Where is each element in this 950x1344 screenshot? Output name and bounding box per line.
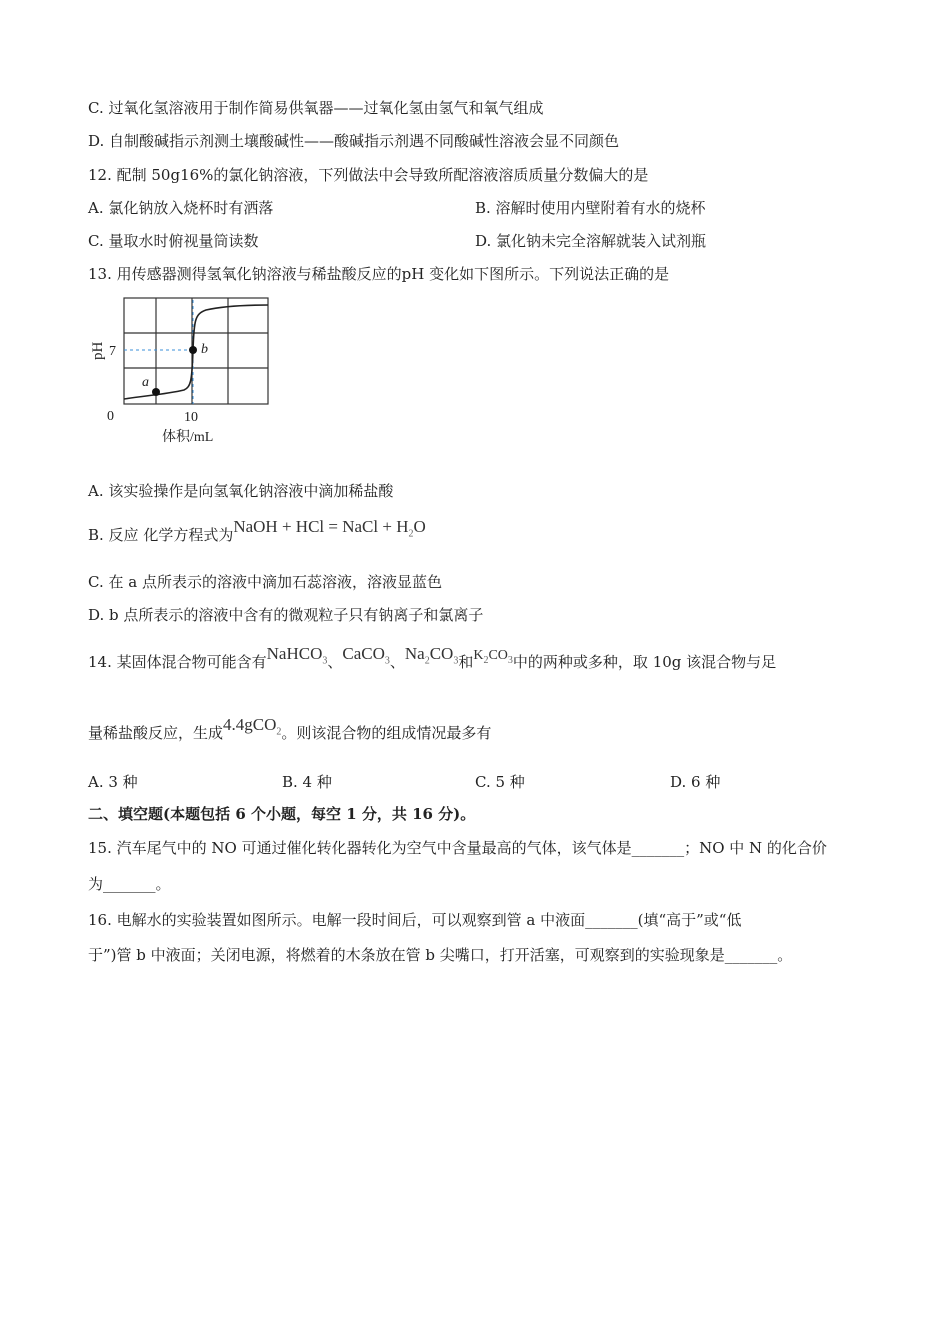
q13-option-c: C. 在 a 点所表示的溶液中滴加石蕊溶液，溶液显蓝色 <box>88 573 442 591</box>
formula-na2co3-b: CO <box>429 644 454 663</box>
x-axis-label: 体积/mL <box>162 430 214 445</box>
formula-nahco3 <box>266 644 328 667</box>
q13-option-b <box>88 518 426 552</box>
q12-option-c: C. 量取水时俯视量筒读数 <box>88 232 259 250</box>
equation-tail: O <box>413 517 426 536</box>
equation-main: NaOH + HCl = NaCl + H <box>233 517 409 536</box>
q11-option-d: D. 自制酸碱指示剂测土壤酸碱性——酸碱指示剂遇不同酸碱性溶液会显不同颜色 <box>88 132 620 150</box>
q16-line2: 于”)管 b 中液面；关闭电源，将燃着的木条放在管 b 尖嘴口，打开活塞，可观察到的实验现象是_______。 <box>88 946 793 964</box>
q12-option-a: A. 氯化钠放入烧杯时有洒落 <box>88 199 274 217</box>
q14-option-b: B. 4 种 <box>282 773 332 791</box>
ph-titration-graph <box>88 290 288 450</box>
q13-option-b-text: B. 反应 化学方程式为 <box>88 526 234 544</box>
q11-option-c: C. 过氧化氢溶液用于制作简易供氧器——过氧化氢由氢气和氧气组成 <box>88 99 544 117</box>
reaction-equation <box>233 517 426 540</box>
formula-nahco3-main: NaHCO <box>266 644 323 663</box>
formula-caco3 <box>342 644 390 667</box>
q15-line2: 为_______。 <box>88 875 171 893</box>
q14-stem-suffix: 中的两种或多种，取 10g 该混合物与足 <box>512 653 777 671</box>
q14-option-c: C. 5 种 <box>475 773 525 791</box>
graph-guides <box>124 300 193 404</box>
formula-na2co3 <box>404 644 459 667</box>
formula-caco3-main: CaCO <box>342 644 385 663</box>
q14-line2-prefix: 量稀盐酸反应，生成 <box>88 724 224 742</box>
q14-stem-line2 <box>88 716 491 750</box>
y-tick-7: 7 <box>109 344 116 359</box>
q12-stem: 12. 配制 50g16%的氯化钠溶液，下列做法中会导致所配溶液溶质质量分数偏大的是 <box>88 166 649 184</box>
formula-co2 <box>223 715 282 738</box>
formula-k2co3-sub1: 2 <box>483 654 489 666</box>
formula-k2co3 <box>473 648 513 666</box>
q13-option-a: A. 该实验操作是向氢氧化钠溶液中滴加稀盐酸 <box>88 482 394 500</box>
section-2-title: 二、填空题(本题包括 6 个小题，每空 1 分，共 16 分)。 <box>88 805 476 823</box>
separator-1: 、 <box>327 653 343 671</box>
conjunction-and: 和 <box>458 653 474 671</box>
point-b-marker <box>189 346 197 354</box>
q14-option-a: A. 3 种 <box>88 773 138 791</box>
q14-stem-line1 <box>88 645 776 679</box>
q13-option-d: D. b 点所表示的溶液中含有的微观粒子只有钠离子和氯离子 <box>88 606 484 624</box>
point-a-label: a <box>142 375 149 390</box>
y-axis-label: pH <box>90 341 106 360</box>
q12-option-d: D. 氯化钠未完全溶解就装入试剂瓶 <box>475 232 707 250</box>
separator-2: 、 <box>389 653 405 671</box>
q14-stem-prefix: 14. 某固体混合物可能含有 <box>88 653 267 671</box>
formula-caco3-sub: 3 <box>384 655 390 667</box>
formula-na2co3-a: Na <box>404 644 425 663</box>
q14-option-d: D. 6 种 <box>670 773 721 791</box>
q14-line2-suffix: 。则该混合物的组成情况最多有 <box>281 724 492 742</box>
q13-stem: 13. 用传感器测得氢氧化钠溶液与稀盐酸反应的pH 变化如下图所示。下列说法正确的是 <box>88 265 670 283</box>
formula-na2co3-sub2: 3 <box>453 655 459 667</box>
formula-nahco3-sub: 3 <box>322 655 328 667</box>
point-b-label: b <box>201 342 208 357</box>
equation-sub: 2 <box>408 528 414 540</box>
point-a-marker <box>152 388 160 396</box>
x-tick-10: 10 <box>184 410 198 425</box>
q15-line1: 15. 汽车尾气中的 NO 可通过催化转化器转化为空气中含量最高的气体，该气体是_______；NO 中 N 的化合价 <box>88 839 827 857</box>
formula-k2co3-a: K <box>473 648 484 663</box>
formula-na2co3-sub1: 2 <box>424 655 430 667</box>
q16-line1: 16. 电解水的实验装置如图所示。电解一段时间后，可以观察到管 a 中液面_______(填“高于”或“低 <box>88 911 742 929</box>
formula-co2-main: 4.4gCO <box>223 715 277 734</box>
formula-k2co3-b: CO <box>488 648 508 663</box>
q12-option-b: B. 溶解时使用内壁附着有水的烧杯 <box>475 199 706 217</box>
formula-co2-sub: 2 <box>276 726 282 738</box>
formula-k2co3-sub2: 3 <box>507 654 513 666</box>
origin-label: 0 <box>107 409 114 424</box>
